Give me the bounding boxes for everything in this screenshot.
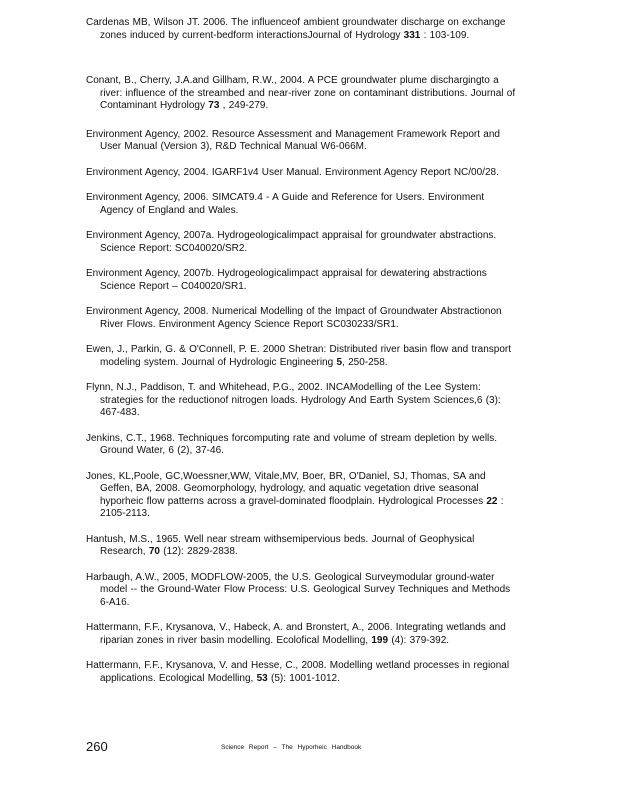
reference-jenkins-1968: [86, 433, 516, 458]
reference-list: [86, 17, 516, 685]
reference-flynn-2002: [86, 382, 516, 420]
reference-hantush-1965: [86, 534, 516, 559]
reference-hattermann-2008: [86, 660, 516, 685]
reference-jones-2008: [86, 471, 516, 521]
reference-text: Conant, B., Cherry, J.A.and Gillham, R.W., 2004. A PCE groundwater plume dischargingto a river: influence of the streambed and near-river zone on contaminant distributions. Journal of Contaminant Hydrology: [86, 75, 516, 111]
reference-harbaugh-2005: [86, 572, 516, 610]
reference-hattermann-2006: [86, 622, 516, 647]
page-number: 260: [86, 739, 108, 754]
reference-text: Hattermann, F.F., Krysanova, V. and Hesse, C., 2008. Modelling wetland processes in regional applications. Ecological Modelling,: [86, 660, 510, 684]
reference-ea-2002: [86, 129, 516, 154]
reference-text: (4): 379-392.: [388, 634, 450, 646]
reference-ea-2007a: [86, 230, 516, 255]
reference-text: Environment Agency, 2007a. Hydrogeologicalimpact appraisal for groundwater abstractions. Science Report: SC040020/SR2.: [86, 230, 497, 254]
reference-volume: 199: [371, 634, 389, 646]
reference-text: Cardenas MB, Wilson JT. 2006. The influenceof ambient groundwater discharge on exchange zones induced by current-bedform interactionsJournal of Hydrology: [86, 17, 506, 41]
reference-ea-2004: [86, 167, 516, 180]
reference-ewen-2000: [86, 344, 516, 369]
reference-volume: 70: [148, 546, 160, 557]
reference-ea-2007b: [86, 268, 516, 293]
reference-volume: 73: [208, 100, 220, 111]
reference-text: : 2105-2113.: [100, 495, 504, 519]
reference-text: Jones, KL,Poole, GC,Woessner,WW, Vitale,MV, Boer, BR, O'Daniel, SJ, Thomas, SA and Geffen, BA, 2008. Geomorphology, hydrology, and aquatic vegetation drive seasonal hyporheic flow patterns across a gravel-dominated floodplain. Hydrological Processes: [86, 470, 487, 507]
reference-conant-2004: [86, 75, 516, 113]
reference-text: Flynn, N.J., Paddison, T. and Whitehead, P.G., 2002. INCAModelling of the Lee System: strategies for the reductionof nitrogen loads. Hydrology And Earth System Sciences,6 (3): 467-483.: [86, 382, 501, 418]
reference-volume: 5: [336, 356, 343, 368]
reference-ea-2006: [86, 192, 516, 217]
reference-text: (12): 2829-2838.: [159, 546, 238, 557]
reference-text: Jenkins, C.T., 1968. Techniques forcomputing rate and volume of stream depletion by wells. Ground Water, 6 (2), 37-46.: [86, 432, 498, 456]
reference-text: Environment Agency, 2004. IGARF1v4 User Manual. Environment Agency Report NC/00/28.: [86, 166, 499, 178]
reference-text: , 250-258.: [342, 356, 388, 368]
reference-text: Harbaugh, A.W., 2005, MODFLOW-2005, the U.S. Geological Surveymodular ground-water model -- the Ground-Water Flow Process: U.S. Geological Survey Techniques and Methods 6-A16.: [86, 571, 511, 608]
reference-text: Environment Agency, 2006. SIMCAT9.4 - A Guide and Reference for Users. Environment Agency of England and Wales.: [86, 192, 485, 216]
reference-volume: 22: [486, 495, 498, 507]
reference-text: Environment Agency, 2002. Resource Assessment and Management Framework Report and User Manual (Version 3), R&D Technical Manual W6-066M.: [86, 128, 500, 152]
reference-text: Environment Agency, 2008. Numerical Modelling of the Impact of Groundwater Abstractionon River Flows. Environment Agency Science Report SC030233/SR1.: [86, 306, 502, 330]
reference-volume: 53: [256, 672, 268, 684]
reference-text: , 249-279.: [219, 100, 269, 111]
reference-text: Hattermann, F.F., Krysanova, V., Habeck, A. and Bronstert, A., 2006. Integrating wetlands and riparian zones in river basin modelling. Ecolofical Modelling,: [86, 622, 506, 646]
reference-cardenas-2006: [86, 17, 516, 42]
reference-text: Ewen, J., Parkin, G. & O'Connell, P. E. 2000 Shetran: Distributed river basin flow and transport modeling system. Journal of Hydrologic Engineering: [86, 344, 511, 368]
reference-text: Hantush, M.S., 1965. Well near stream withsemipervious beds. Journal of Geophysical Research,: [86, 533, 475, 557]
reference-text: (5): 1001-1012.: [267, 672, 340, 684]
reference-ea-2008: [86, 306, 516, 331]
reference-text: : 103-109.: [420, 29, 470, 41]
reference-volume: 331: [403, 29, 421, 41]
footer-title: Science Report – The Hyporheic Handbook: [221, 744, 362, 751]
reference-text: Environment Agency, 2007b. Hydrogeologicalimpact appraisal for dewatering abstractions Science Report – C040020/SR1.: [86, 268, 487, 292]
